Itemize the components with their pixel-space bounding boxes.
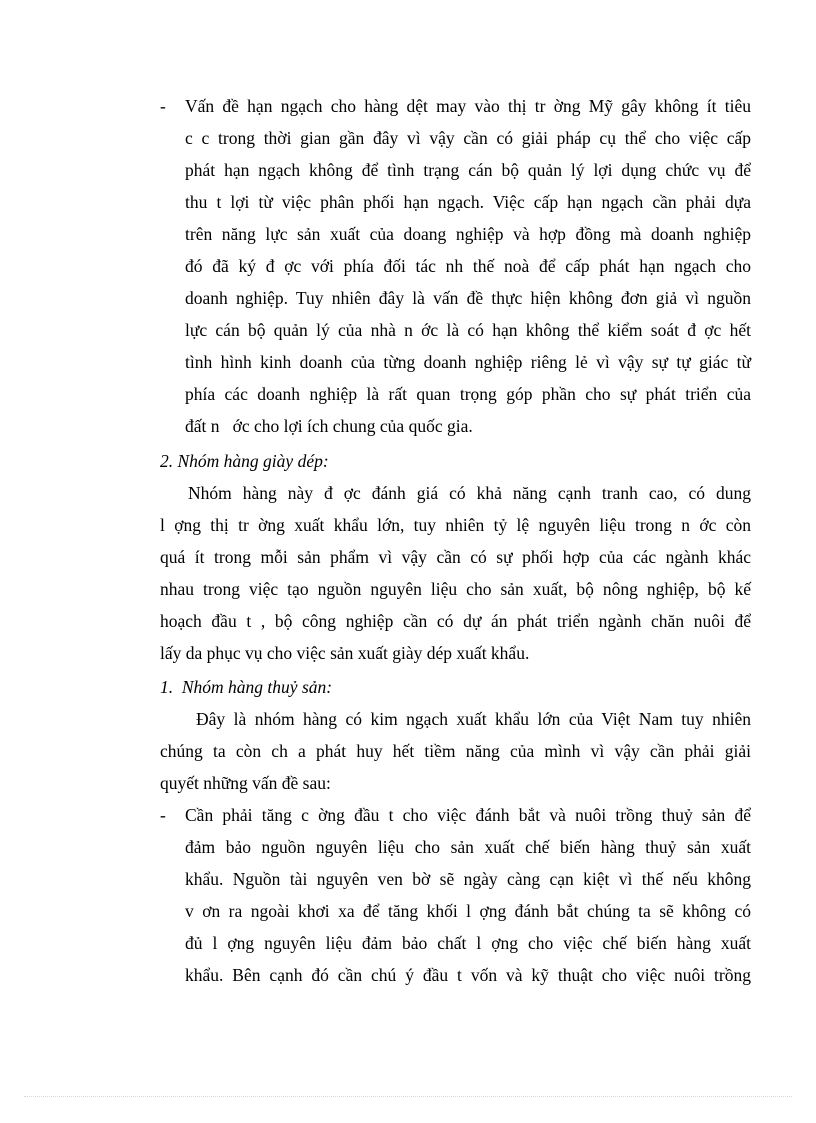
paragraph-line: quá ít trong mỗi sản phẩm vì vậy cần có sự phối hợp của các ngành khác [160, 547, 751, 567]
paragraph-line: đó đã ký đ ợc với phía đối tác nh thế noà để cấp phát hạn ngạch cho [185, 256, 751, 276]
paragraph-line: lấy da phục vụ cho việc sản xuất giày dép xuất khẩu. [160, 643, 530, 663]
paragraph-line: đất n ớc cho lợi ích chung của quốc gia. [185, 416, 473, 436]
paragraph-line: khẩu. Nguồn tài nguyên ven bờ sẽ ngày càng cạn kiệt vì thế nếu không [185, 869, 751, 889]
paragraph-line: chúng ta còn ch a phát huy hết tiềm năng của mình vì vậy cần phải giải [160, 741, 751, 761]
paragraph-line: l ợng thị tr ờng xuất khẩu lớn, tuy nhiên tỷ lệ nguyên liệu trong n ớc còn [160, 515, 751, 535]
paragraph-line: doanh nghiệp. Tuy nhiên đây là vấn đề thực hiện không đơn giả vì nguồn [185, 288, 751, 308]
paragraph-line: Nhóm hàng này đ ợc đánh giá có khả năng cạnh tranh cao, có dung [188, 483, 751, 503]
paragraph-line: v ơn ra ngoài khơi xa để tăng khối l ợng đánh bắt chúng ta sẽ không có [185, 901, 751, 921]
paragraph-line: Đây là nhóm hàng có kim ngạch xuất khẩu lớn của Việt Nam tuy nhiên [196, 709, 751, 729]
paragraph-line: trên năng lực sản xuất của doang nghiệp và hợp đồng mà doanh nghiệp [185, 224, 751, 244]
paragraph-line: quyết những vấn đề sau: [160, 773, 331, 793]
bullet-dash: - [160, 96, 166, 116]
bullet-dash: - [160, 805, 166, 825]
paragraph-line: Vấn đề hạn ngạch cho hàng dệt may vào thị tr ờng Mỹ gây không ít tiêu [185, 96, 751, 116]
section-heading: 1. Nhóm hàng thuỷ sản: [160, 677, 333, 697]
paragraph-line: nhau trong việc tạo nguồn nguyên liệu cho sản xuất, bộ nông nghiệp, bộ kế [160, 579, 751, 599]
page-bottom-divider [24, 1096, 792, 1097]
paragraph-line: thu t lợi từ việc phân phối hạn ngạch. Việc cấp hạn ngạch cần phải dựa [185, 192, 751, 212]
paragraph-line: phía các doanh nghiệp là rất quan trọng góp phần cho sự phát triển của [185, 384, 751, 404]
paragraph-line: hoạch đầu t , bộ công nghiệp cần có dự án phát triển ngành chăn nuôi để [160, 611, 751, 631]
paragraph-line: khẩu. Bên cạnh đó cần chú ý đầu t vốn và kỹ thuật cho việc nuôi trồng [185, 965, 751, 985]
paragraph-line: tình hình kinh doanh của từng doanh nghiệp riêng lẻ vì vậy sự tự giác từ [185, 352, 751, 372]
paragraph-line: Cần phải tăng c ờng đầu t cho việc đánh bắt và nuôi trồng thuỷ sản để [185, 805, 751, 825]
paragraph-line: c c trong thời gian gần đây vì vậy cần có giải pháp cụ thể cho việc cấp [185, 128, 751, 148]
paragraph-line: phát hạn ngạch không để tình trạng cán bộ quản lý lợi dụng chức vụ để [185, 160, 751, 180]
paragraph-line: đảm bảo nguồn nguyên liệu cho sản xuất chế biến hàng thuỷ sản xuất [185, 837, 751, 857]
paragraph-line: đủ l ợng nguyên liệu đảm bảo chất l ợng cho việc chế biến hàng xuất [185, 933, 751, 953]
section-heading: 2. Nhóm hàng giày dép: [160, 451, 329, 471]
paragraph-line: lực cán bộ quản lý của nhà n ớc là có hạn không thể kiểm soát đ ợc hết [185, 320, 751, 340]
